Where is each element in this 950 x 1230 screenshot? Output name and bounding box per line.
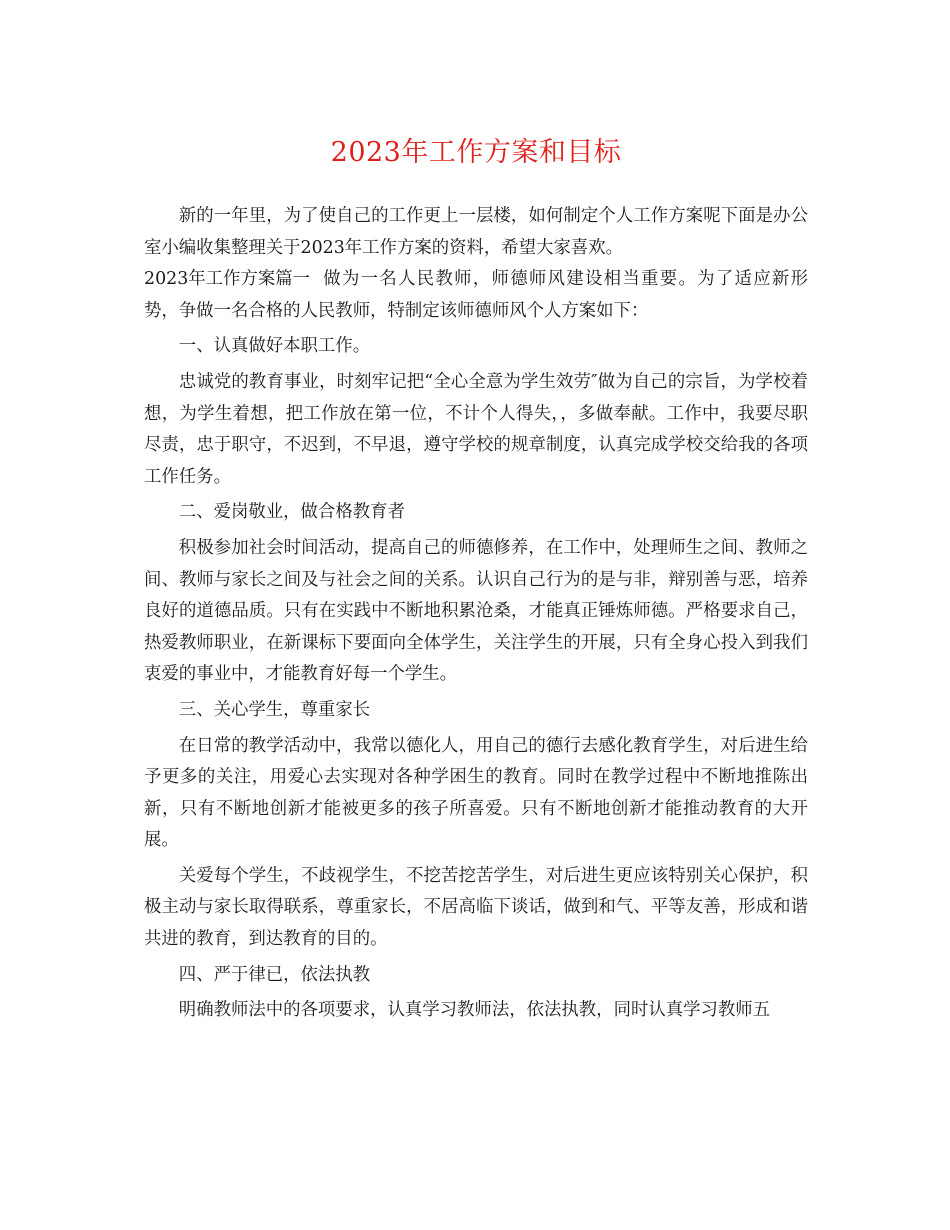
- paragraph-5: 明确教师法中的各项要求，认真学习教师法，依法执教，同时认真学习教师五: [178, 1000, 771, 1021]
- intro-paragraph: 新的一年里，为了使自己的工作更上一层楼，如何制定个人工作方案呢下面是办公室小编收集整理关于2023年工作方案的资料，希望大家喜欢。: [144, 206, 808, 258]
- section-lead-text: 做为一名人民教师，师德师风建设相当重要。为了适应新形势，争做一名合格的人民教师，特制定该师德师风个人方案如下：: [144, 269, 808, 321]
- section-lead-paragraph: [144, 264, 808, 327]
- paragraph-3: 在日常的教学活动中，我常以德化人，用自己的德行去感化教育学生，对后进生给予更多的关注，用爱心去实现对各种学困生的教育。同时在教学过程中不断地推陈出新，只有不断地创新才能被更多的孩子所喜爱。只有不断地创新才能推动教育的大开展。: [144, 735, 808, 851]
- paragraph-1: 忠诚党的教育事业，时刻牢记把“全心全意为学生效劳″做为自己的宗旨，为学校着想，为学生着想，把工作放在第一位，不计个人得失，，多做奉献。工作中，我要尽职尽责，忠于职守，不迟到，不早退，遵守学校的规章制度，认真完成学校交给我的各项工作任务。: [144, 371, 808, 487]
- heading-3: 三、关心学生，尊重家长: [178, 699, 371, 720]
- section-label: 2023年工作方案篇一: [144, 269, 310, 290]
- heading-1: 一、认真做好本职工作。: [178, 336, 371, 357]
- heading-2: 二、爱岗敬业，做合格教育者: [178, 502, 405, 523]
- heading-4: 四、严于律已，依法执教: [178, 964, 371, 985]
- document-title: 2023年工作方案和目标: [330, 137, 622, 168]
- paragraph-4: 关爱每个学生，不歧视学生，不挖苦挖苦学生，对后进生更应该特别关心保护，积极主动与家长取得联系，尊重家长，不居高临下谈话，做到和气、平等友善，形成和谐共进的教育，到达教育的目的。: [144, 865, 808, 950]
- paragraph-2: 积极参加社会时间活动，提高自己的师德修养，在工作中，处理师生之间、教师之间、教师与家长之间及与社会之间的关系。认识自己行为的是与非，辩别善与恶，培养良好的道德品质。只有在实践中不断地积累沧桑，才能真正锤炼师德。严格要求自己，热爱教师职业，在新课标下要面向全体学生，关注学生的开展，只有全身心投入到我们衷爱的事业中，才能教育好每一个学生。: [144, 537, 808, 685]
- document-body: [144, 201, 808, 1027]
